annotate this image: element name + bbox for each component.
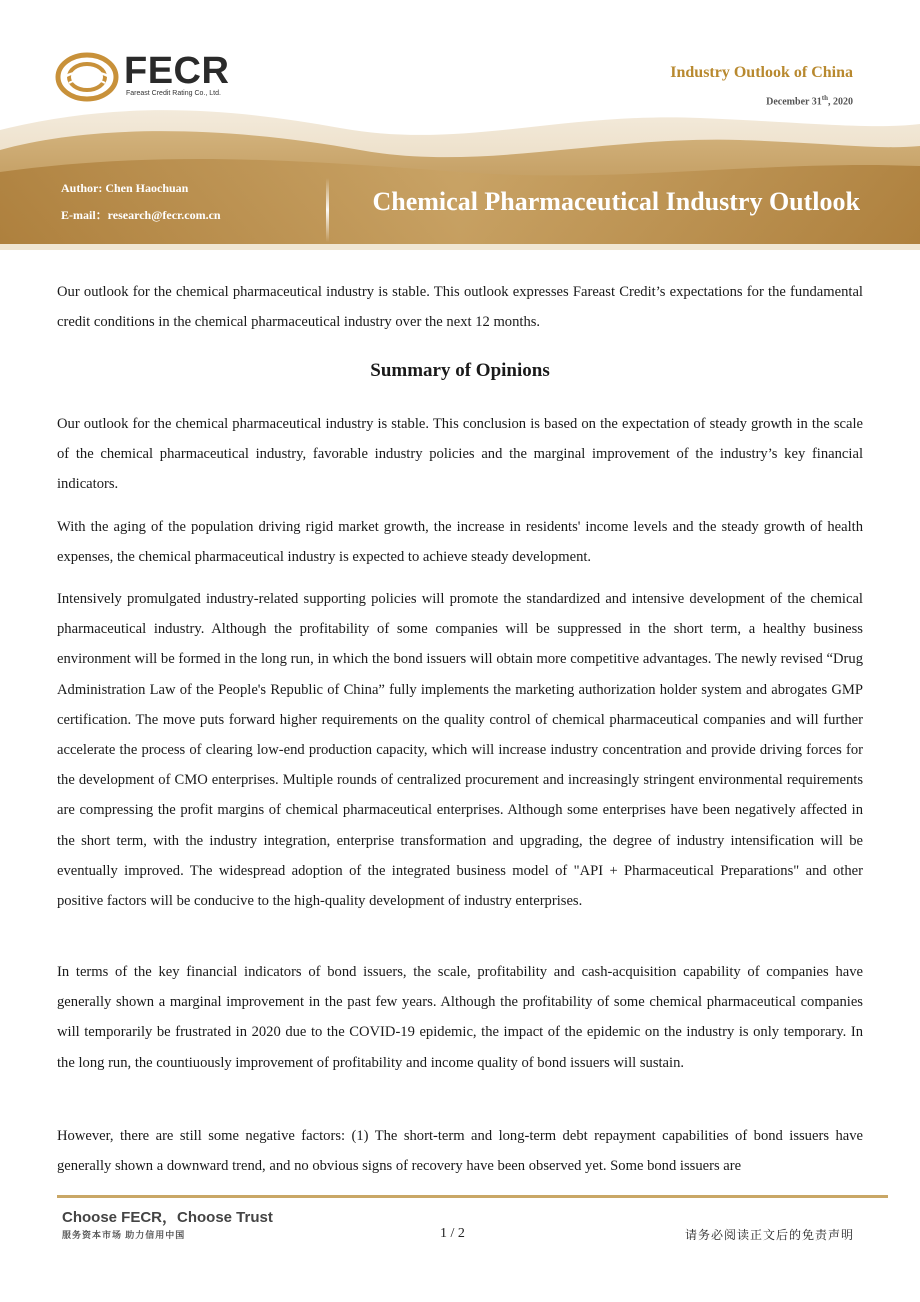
email-line: E-mail：research@fecr.com.cn [61,208,221,222]
paragraph-1: Our outlook for the chemical pharmaceutical industry is stable. This conclusion is based on the expectation of steady growth in the scale of the chemical pharmaceutical industry, favorable industry policies and the marginal improvement of the industry’s key financial indicators. [57,416,863,493]
report-header [0,0,920,250]
paragraph-3: Intensively promulgated industry-related supporting policies will promote the standardized and intensive development of the chemical pharmaceutical industry. Although the profitability of some companies will be suppressed in the short term, a healthy business environment will be formed in the long run, in which the bond issuers will obtain more competitive advantages. The newly revised “Drug Administration Law of the People's Republic of China” fully implements the marketing authorization holder system and abrogates GMP certification. The move puts forward higher requirements on the quality control of chemical pharmaceutical companies and will further accelerate the process of clearing low-end production capacity, which will increase industry concentration and provide driving forces for the development of CMO enterprises. Multiple rounds of centralized procurement and increasingly stringent environmental requirements are compressing the profit margins of chemical pharmaceutical enterprises. Although some enterprises have been negatively affected in the short term, with the industry integration, enterprise transformation and upgrading, the degree of industry intensification will be eventually improved. The widespread adoption of the integrated business model of "API + Pharmaceutical Preparations" and other positive factors will be conducive to the high-quality development of industry enterprises. [57,591,863,910]
date-month-day: December 31 [766,96,822,108]
logo-wordmark: FECR [124,50,230,92]
paragraph-2: With the aging of the population driving rigid market growth, the increase in residents' income levels and the steady growth of health expenses, the chemical pharmaceutical industry is expected to achieve steady development. [57,519,863,566]
header-divider [326,178,329,242]
report-date [766,94,853,107]
fecr-logo [55,50,235,104]
series-title: Industry Outlook of China [670,64,853,81]
footer-slogan: Choose FECR，Choose Trust [62,1209,273,1226]
footer-slogan-chinese: 服务资本市场 助力信用中国 [62,1230,186,1240]
paragraph-5: However, there are still some negative factors: (1) The short-term and long-term debt repayment capabilities of bond issuers have generally shown a downward trend, and no obvious signs of recovery have been observed yet. Some bond issuers are [57,1128,863,1175]
footer-divider [57,1195,888,1198]
date-year: , 2020 [828,96,853,108]
logo-subtitle: Fareast Credit Rating Co., Ltd. [126,90,221,97]
date-ordinal: th [821,94,828,102]
intro-paragraph: Our outlook for the chemical pharmaceutical industry is stable. This outlook expresses Fareast Credit’s expectations for the fundamental credit conditions in the chemical pharmaceutical industry over the next 12 months. [57,284,863,331]
author-line: Author: Chen Haochuan [61,181,189,195]
document-title: Chemical Pharmaceutical Industry Outlook [372,187,860,216]
page-number: 1 / 2 [440,1226,465,1241]
summary-heading: Summary of Opinions [370,360,550,381]
paragraph-4: In terms of the key financial indicators of bond issuers, the scale, profitability and cash-acquisition capability of companies have generally shown a marginal improvement in the past few years. Although the profitability of some chemical pharmaceutical companies will temporarily be frustrated in 2020 due to the COVID-19 epidemic, the impact of the epidemic on the industry is only temporary. In the long run, the countiuously improvement of profitability and income quality of bond issuers will sustain. [57,964,863,1071]
footer-disclaimer: 请务必阅读正文后的免责声明 [684,1228,854,1242]
fecr-logo-mark-icon [55,50,119,104]
